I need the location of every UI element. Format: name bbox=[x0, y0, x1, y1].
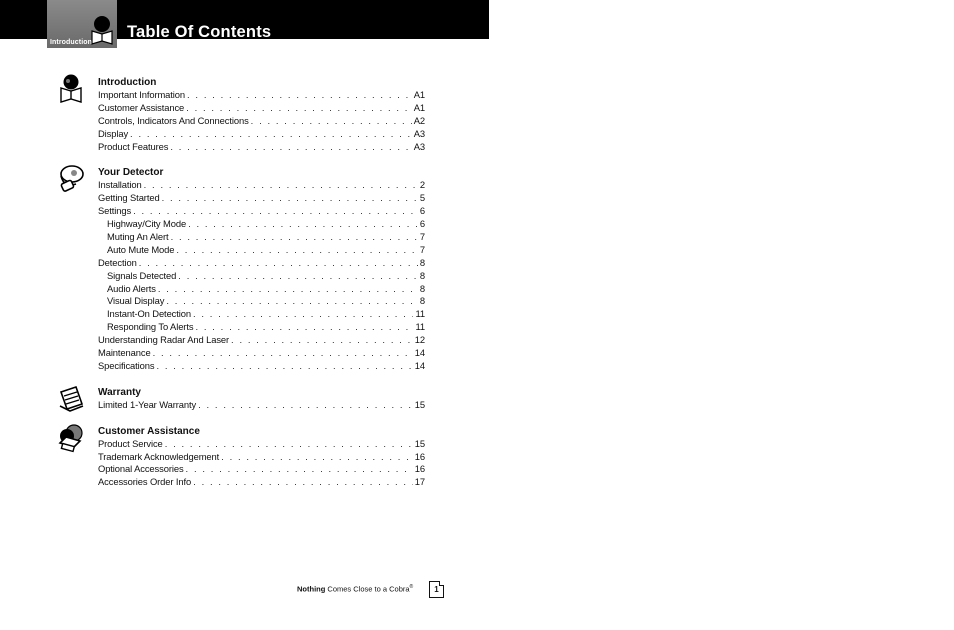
toc-entry-page: A1 bbox=[413, 89, 425, 100]
toc-entry-label: Accessories Order Info bbox=[98, 476, 192, 488]
toc-section bbox=[98, 426, 425, 490]
toc-entry[interactable] bbox=[98, 231, 425, 244]
toc-entry-page: 8 bbox=[419, 269, 425, 281]
toc-entry[interactable] bbox=[98, 141, 425, 154]
toc-entry[interactable] bbox=[98, 451, 425, 464]
toc-entry-label: Getting Started bbox=[98, 192, 160, 204]
dot-leader bbox=[156, 360, 412, 373]
toc-entry[interactable] bbox=[98, 463, 425, 476]
page-number: 1 bbox=[429, 581, 444, 598]
toc-entry[interactable] bbox=[98, 205, 425, 218]
toc-entry-page: 6 bbox=[419, 218, 425, 230]
toc-entry-page: 15 bbox=[414, 437, 425, 449]
section-heading: Warranty bbox=[98, 386, 141, 398]
dot-leader bbox=[153, 347, 413, 360]
toc-entry-page: A1 bbox=[413, 101, 425, 113]
toc-entry[interactable] bbox=[98, 283, 425, 296]
toc-entry[interactable] bbox=[98, 218, 425, 231]
section-heading: Customer Assistance bbox=[98, 425, 200, 437]
toc-entry-page: 15 bbox=[414, 398, 425, 410]
toc-entry[interactable] bbox=[98, 438, 425, 451]
toc-entry[interactable] bbox=[98, 360, 425, 373]
dot-leader bbox=[187, 89, 412, 102]
dot-leader bbox=[221, 451, 413, 464]
toc-section bbox=[98, 77, 425, 153]
toc-entry-page: 7 bbox=[419, 243, 425, 255]
book-reader-icon bbox=[56, 74, 86, 104]
toc-entry[interactable] bbox=[98, 334, 425, 347]
dot-leader bbox=[165, 438, 413, 451]
dot-leader bbox=[166, 295, 418, 308]
section-heading: Your Detector bbox=[98, 167, 164, 179]
toc-entry[interactable] bbox=[98, 295, 425, 308]
dot-leader bbox=[144, 179, 418, 192]
toc-entry-page: 6 bbox=[419, 205, 425, 217]
dot-leader bbox=[130, 128, 412, 141]
toc-entry-page: 14 bbox=[414, 347, 425, 359]
dot-leader bbox=[139, 257, 418, 270]
toc-entry-page: 5 bbox=[419, 192, 425, 204]
dot-leader bbox=[193, 476, 413, 489]
toc-entry-page: 14 bbox=[414, 359, 425, 371]
toc-entry-label: Detection bbox=[98, 256, 137, 268]
toc-entry-label: Display bbox=[98, 127, 129, 139]
toc-entry[interactable] bbox=[98, 192, 425, 205]
toc-entry[interactable] bbox=[98, 102, 425, 115]
registered-mark: ® bbox=[409, 584, 414, 590]
toc-entry-page: 2 bbox=[419, 179, 425, 191]
toc-entry[interactable] bbox=[98, 399, 425, 412]
toc-entry[interactable] bbox=[98, 179, 425, 192]
toc-entry-label: Muting An Alert bbox=[107, 231, 169, 243]
toc-entry[interactable] bbox=[98, 476, 425, 489]
section-tab-label: Introduction bbox=[50, 39, 93, 46]
dot-leader bbox=[170, 141, 411, 154]
dot-leader bbox=[231, 334, 413, 347]
toc-entry-label: Installation bbox=[98, 179, 142, 191]
toc-entry-label: Maintenance bbox=[98, 347, 151, 359]
toc-entry[interactable] bbox=[98, 308, 425, 321]
toc-entry-label: Responding To Alerts bbox=[107, 321, 194, 333]
radar-detector-icon bbox=[56, 164, 86, 194]
toc-entry-label: Audio Alerts bbox=[107, 282, 156, 294]
footer-tagline bbox=[297, 584, 413, 594]
dot-leader bbox=[158, 283, 418, 296]
toc-entry[interactable] bbox=[98, 89, 425, 102]
toc-entry-label: Auto Mute Mode bbox=[107, 243, 175, 255]
toc-entry-page: A3 bbox=[413, 140, 425, 152]
toc-entry-label: Important Information bbox=[98, 89, 186, 100]
section-tab-introduction[interactable] bbox=[47, 0, 117, 48]
section-heading: Introduction bbox=[98, 77, 157, 88]
dot-leader bbox=[162, 192, 418, 205]
toc-entry-label: Specifications bbox=[98, 359, 155, 371]
toc-entry-label: Highway/City Mode bbox=[107, 218, 187, 230]
toc-entry-label: Understanding Radar And Laser bbox=[98, 334, 230, 346]
dot-leader bbox=[188, 218, 418, 231]
toc-entry-label: Controls, Indicators And Connections bbox=[98, 114, 249, 126]
toc-entry-label: Product Service bbox=[98, 437, 163, 449]
toc-entry[interactable] bbox=[98, 115, 425, 128]
toc-entry-page: 8 bbox=[419, 295, 425, 307]
toc-entry-label: Visual Display bbox=[107, 295, 165, 307]
toc-entry-label: Trademark Acknowledgement bbox=[98, 450, 220, 462]
page-title: Table Of Contents bbox=[127, 23, 272, 41]
toc-entry-page: 16 bbox=[414, 463, 425, 475]
toc-entry-page: 12 bbox=[414, 334, 425, 346]
dot-leader bbox=[133, 205, 418, 218]
warranty-document-icon bbox=[56, 384, 86, 414]
toc-entry-page: A2 bbox=[413, 114, 425, 126]
toc-entry[interactable] bbox=[98, 257, 425, 270]
toc-entry[interactable] bbox=[98, 347, 425, 360]
dot-leader bbox=[198, 399, 413, 412]
book-reader-icon bbox=[89, 15, 115, 45]
dot-leader bbox=[193, 308, 413, 321]
toc-entry-label: Settings bbox=[98, 205, 132, 217]
dot-leader bbox=[178, 270, 418, 283]
toc-entry[interactable] bbox=[98, 270, 425, 283]
toc-entry-label: Instant-On Detection bbox=[107, 308, 191, 320]
dot-leader bbox=[251, 115, 412, 128]
toc-entry-label: Optional Accessories bbox=[98, 463, 184, 475]
footer-tagline-text: Comes Close to a Cobra bbox=[325, 584, 410, 594]
toc-entry[interactable] bbox=[98, 128, 425, 141]
dot-leader bbox=[195, 321, 413, 334]
dot-leader bbox=[186, 102, 412, 115]
toc-entry-label: Signals Detected bbox=[107, 269, 177, 281]
dot-leader bbox=[176, 244, 417, 257]
footer-tagline-bold: Nothing bbox=[297, 584, 326, 594]
toc-entry[interactable] bbox=[98, 321, 425, 334]
table-of-contents bbox=[98, 77, 425, 503]
toc-entry[interactable] bbox=[98, 244, 425, 257]
dot-leader bbox=[171, 231, 418, 244]
toc-entry-page: 11 bbox=[415, 308, 425, 320]
toc-entry-page: 16 bbox=[414, 450, 425, 462]
toc-entry-page: 11 bbox=[415, 321, 425, 333]
toc-entry-label: Customer Assistance bbox=[98, 101, 185, 113]
toc-entry-label: Limited 1-Year Warranty bbox=[98, 398, 197, 410]
toc-entry-page: 8 bbox=[419, 282, 425, 294]
toc-entry-page: 17 bbox=[414, 476, 425, 488]
toc-entry-page: 7 bbox=[419, 231, 425, 243]
toc-section bbox=[98, 167, 425, 372]
toc-section bbox=[98, 387, 425, 412]
toc-entry-page: A3 bbox=[413, 127, 425, 139]
toc-entry-label: Product Features bbox=[98, 140, 169, 152]
customer-assistance-icon bbox=[56, 423, 86, 453]
toc-entry-page: 8 bbox=[419, 256, 425, 268]
dot-leader bbox=[186, 463, 413, 476]
